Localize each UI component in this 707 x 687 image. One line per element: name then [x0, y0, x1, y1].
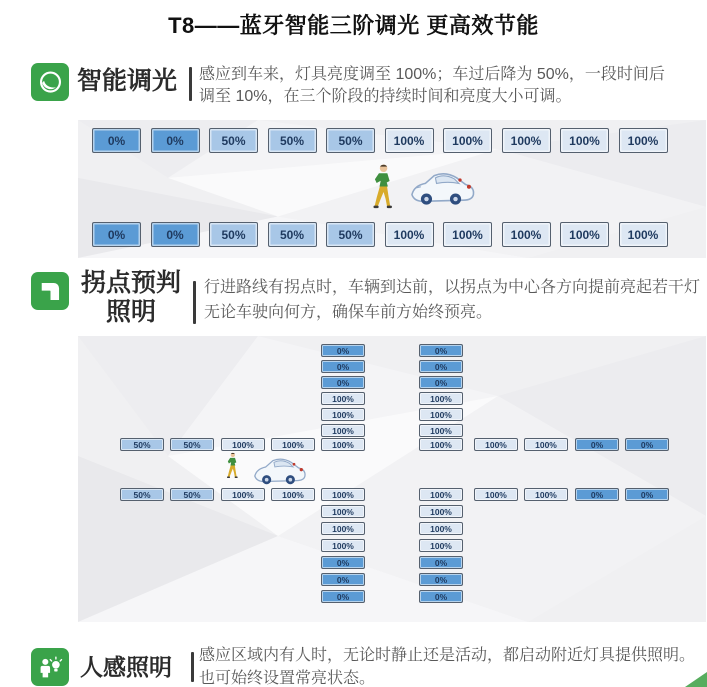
light-level-box: 100%: [321, 505, 365, 518]
light-level-box: 100%: [560, 222, 609, 247]
light-level-box: 100%: [443, 128, 492, 153]
light-row-bottom: [92, 222, 668, 247]
light-level-box: 0%: [419, 360, 463, 373]
light-level-box: 100%: [619, 128, 668, 153]
desc-line: 调至 10%，在三个阶段的持续时间和亮度大小可调。: [199, 88, 572, 105]
light-level-box: 100%: [474, 438, 518, 451]
label-divider: [193, 281, 196, 324]
human-sensing-label: 人感照明: [80, 654, 172, 680]
smart-dimming-desc: [199, 64, 665, 108]
light-row-top: [92, 128, 668, 153]
light-level-box: 100%: [524, 488, 568, 501]
light-level-box: 0%: [321, 556, 365, 569]
light-level-box: 100%: [419, 522, 463, 535]
light-level-box: 0%: [419, 573, 463, 586]
human-sensing-icon-box: [31, 648, 69, 686]
light-level-box: 100%: [474, 488, 518, 501]
moon-dim-icon: [37, 69, 64, 96]
light-level-box: 100%: [221, 488, 265, 501]
pedestrian-icon: [225, 452, 240, 479]
light-level-box: 100%: [271, 488, 315, 501]
light-level-box: 0%: [575, 438, 619, 451]
desc-line: 感应到车来，灯具亮度调至 100%；车过后降为 50%，一段时间后: [199, 66, 665, 83]
smart-dimming-diagram: [78, 120, 706, 258]
light-level-box: 100%: [502, 128, 551, 153]
light-level-box: 50%: [170, 438, 214, 451]
light-level-box: 100%: [321, 438, 365, 451]
label-line: 照明: [105, 298, 156, 326]
light-level-box: 0%: [321, 376, 365, 389]
turn-arrow-icon: [37, 278, 64, 305]
light-level-box: 100%: [221, 438, 265, 451]
light-level-box: 0%: [151, 128, 200, 153]
light-level-box: 100%: [419, 539, 463, 552]
light-level-box: 100%: [524, 438, 568, 451]
light-level-box: 50%: [268, 222, 317, 247]
light-level-box: 100%: [419, 438, 463, 451]
corner-accent: [685, 672, 707, 687]
car-sprite: [405, 170, 477, 213]
turn-prediction-icon-box: [31, 272, 69, 310]
light-level-box: 0%: [321, 344, 365, 357]
label-line: 拐点预判: [80, 269, 181, 297]
light-level-box: 50%: [209, 222, 258, 247]
pedestrian-sprite: [370, 163, 396, 215]
desc-line: 也可始终设置常亮状态。: [199, 670, 376, 687]
turn-prediction-diagram: [78, 336, 706, 622]
light-level-box: 100%: [619, 222, 668, 247]
turn-prediction-desc: [204, 275, 700, 325]
light-level-box: 0%: [151, 222, 200, 247]
light-level-box: 0%: [321, 590, 365, 603]
label-divider: [191, 652, 194, 682]
car-icon: [249, 456, 308, 487]
light-level-box: 100%: [321, 408, 365, 421]
light-level-box: 50%: [326, 222, 375, 247]
light-level-box: 0%: [321, 573, 365, 586]
car-icon: [405, 170, 477, 208]
human-sensing-desc: [199, 644, 695, 687]
light-level-box: 100%: [443, 222, 492, 247]
light-level-box: 100%: [419, 392, 463, 405]
light-level-box: 50%: [170, 488, 214, 501]
light-level-box: 100%: [321, 392, 365, 405]
light-level-box: 100%: [321, 488, 365, 501]
smart-dimming-icon-box: [31, 63, 69, 101]
light-level-box: 50%: [326, 128, 375, 153]
light-level-box: 0%: [625, 488, 669, 501]
turn-prediction-label: [70, 269, 192, 327]
light-level-box: 0%: [419, 376, 463, 389]
light-level-box: 0%: [92, 222, 141, 247]
desc-line: 行进路线有拐点时，车辆到达前，以拐点为中心各方向提前亮起若干灯: [204, 279, 701, 296]
label-divider: [189, 67, 192, 101]
light-level-box: 100%: [385, 128, 434, 153]
light-level-box: 100%: [419, 505, 463, 518]
light-level-box: 100%: [385, 222, 434, 247]
light-level-box: 100%: [560, 128, 609, 153]
light-level-box: 50%: [268, 128, 317, 153]
car-sprite: [249, 456, 308, 492]
light-level-box: 50%: [120, 438, 164, 451]
person-bulb-icon: [37, 654, 64, 681]
page-title: T8——蓝牙智能三阶调光 更高效节能: [168, 13, 539, 38]
light-level-box: 100%: [321, 539, 365, 552]
smart-dimming-label: 智能调光: [77, 67, 178, 95]
pedestrian-icon: [370, 163, 396, 210]
light-level-box: 100%: [419, 408, 463, 421]
light-level-box: 100%: [419, 424, 463, 437]
light-level-box: 100%: [419, 488, 463, 501]
light-level-box: 0%: [419, 344, 463, 357]
light-level-box: 0%: [92, 128, 141, 153]
light-level-box: 50%: [120, 488, 164, 501]
pedestrian-sprite: [225, 452, 240, 484]
light-level-box: 0%: [625, 438, 669, 451]
light-level-box: 0%: [321, 360, 365, 373]
desc-line: 无论车驶向何方，确保车前方始终预亮。: [204, 304, 493, 321]
light-level-box: 0%: [575, 488, 619, 501]
light-level-box: 100%: [321, 424, 365, 437]
light-level-box: 100%: [502, 222, 551, 247]
light-level-box: 100%: [321, 522, 365, 535]
light-level-box: 100%: [271, 438, 315, 451]
light-level-box: 50%: [209, 128, 258, 153]
intersection-canvas: [78, 336, 706, 622]
light-level-box: 0%: [419, 590, 463, 603]
light-level-box: 0%: [419, 556, 463, 569]
desc-line: 感应区域内有人时，无论时静止还是活动，都启动附近灯具提供照明。: [199, 647, 696, 664]
